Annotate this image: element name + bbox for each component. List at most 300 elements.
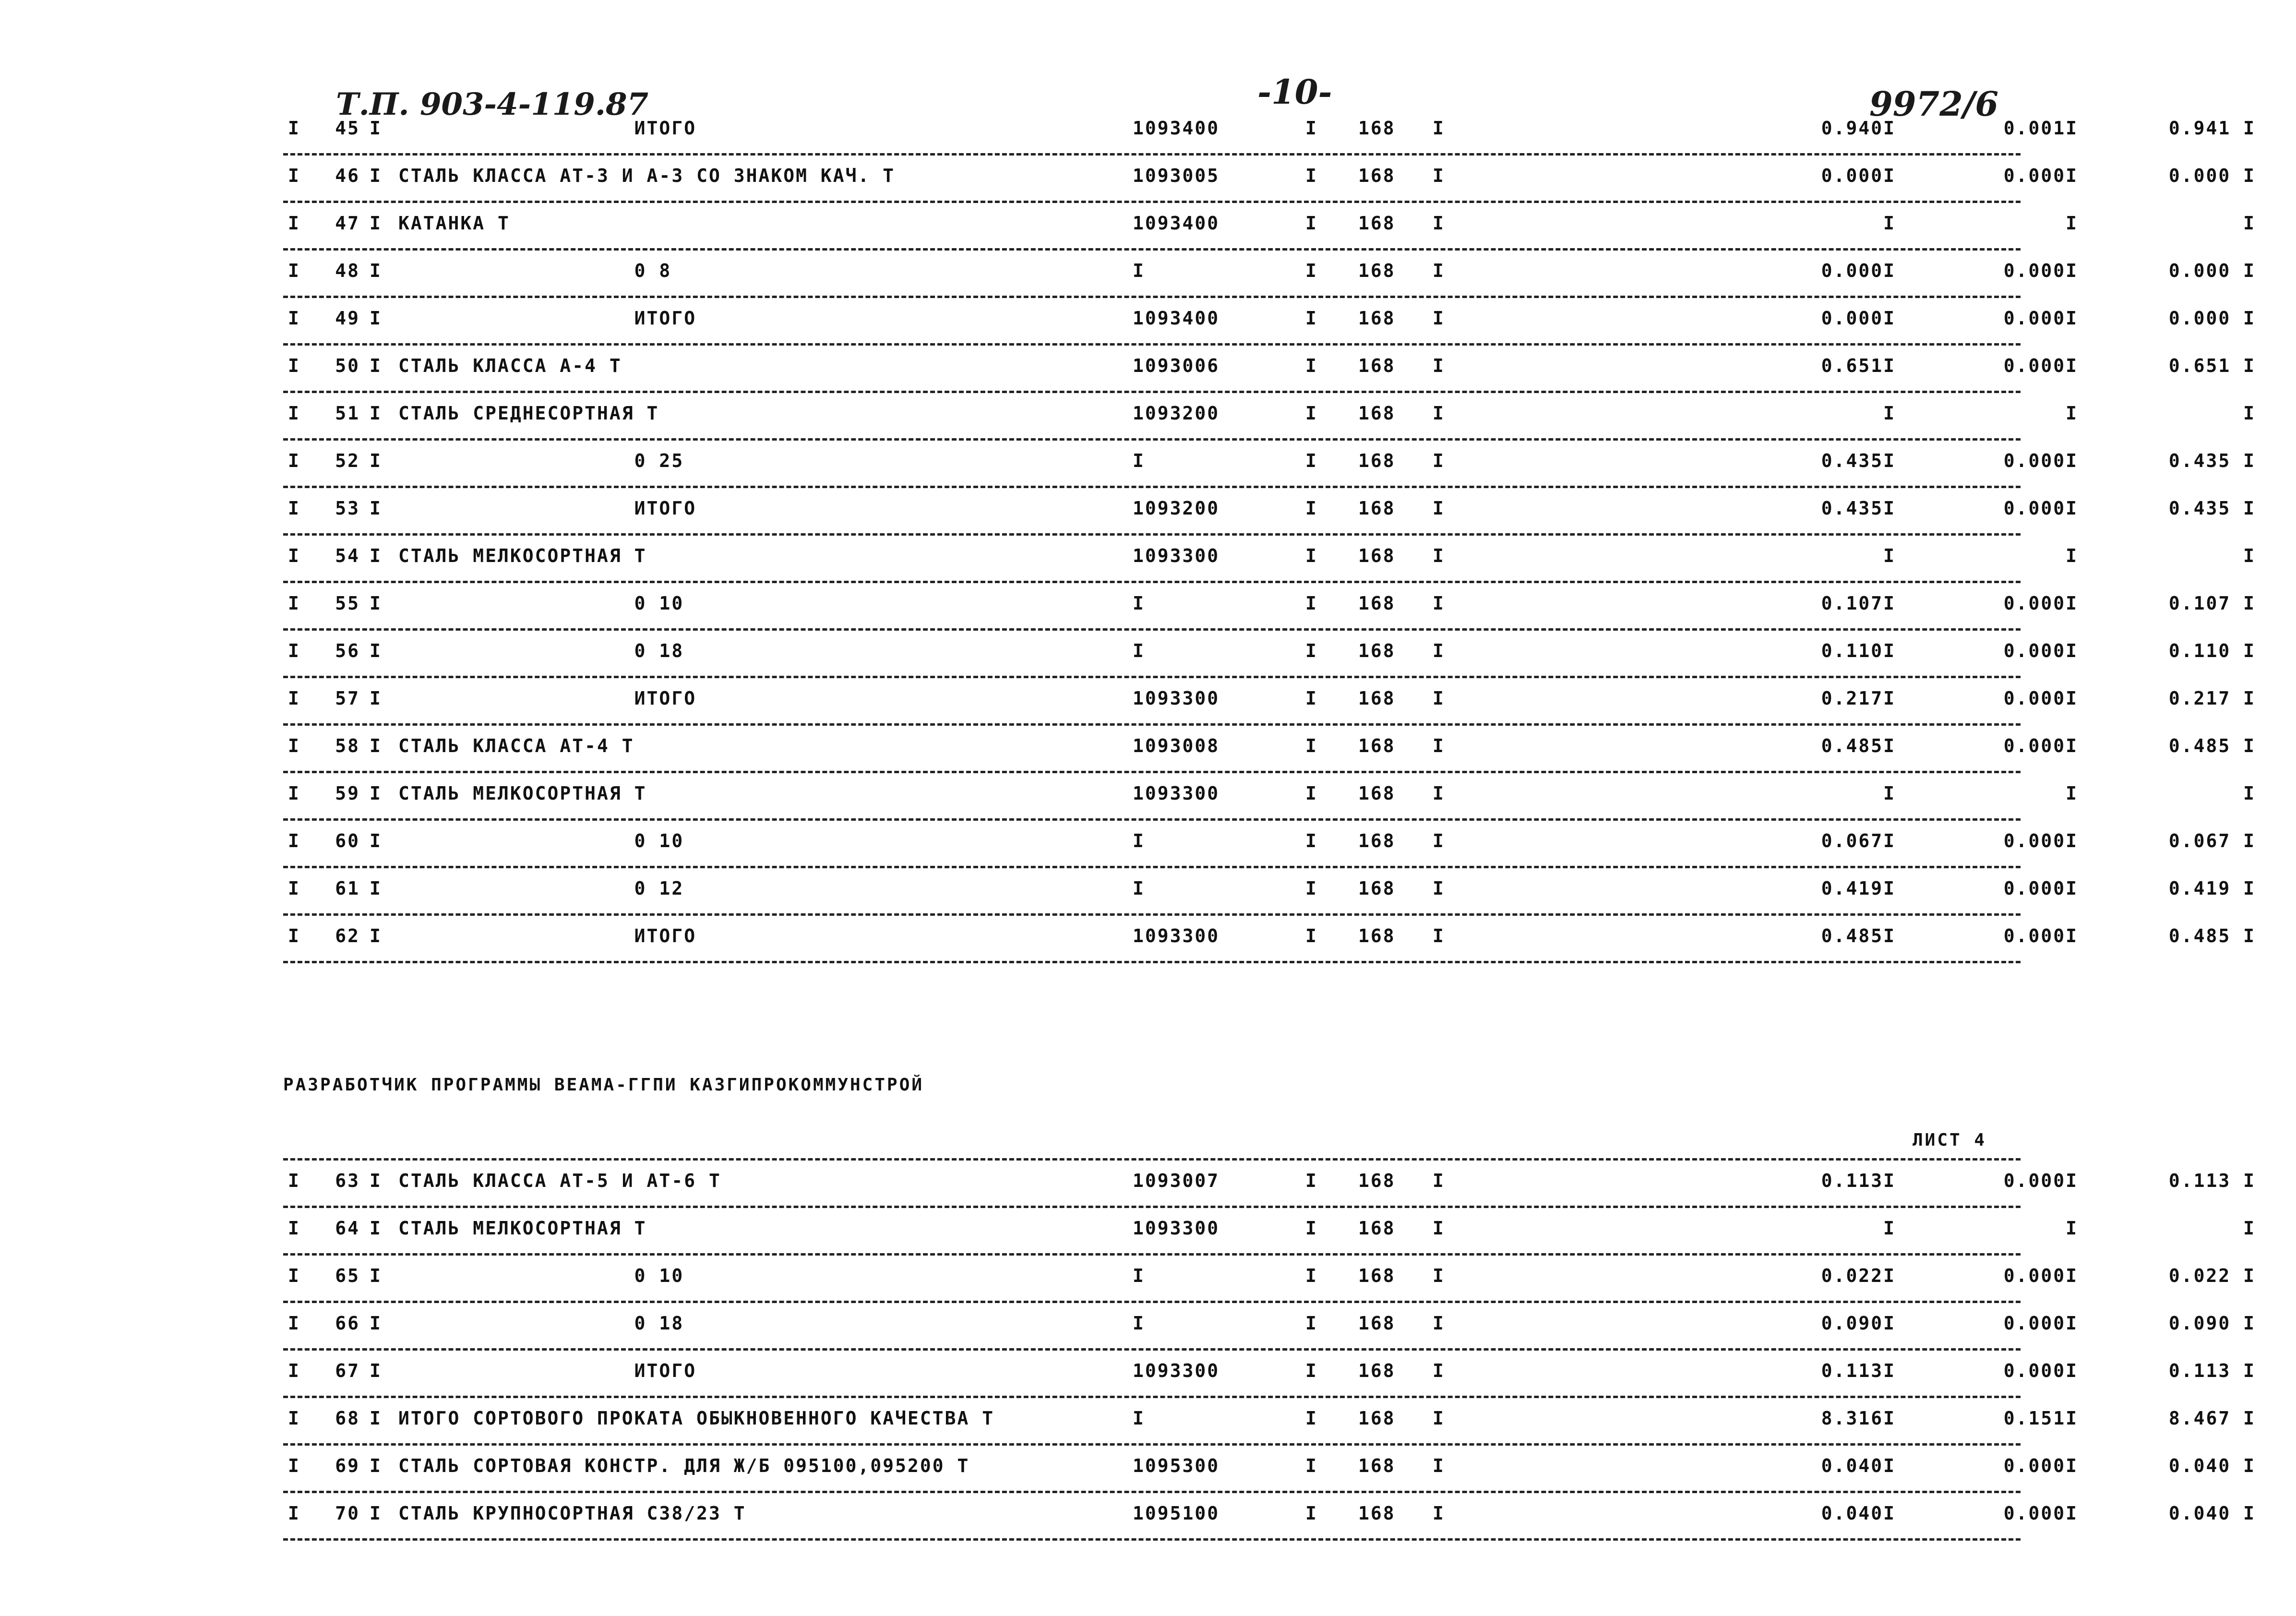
cell-v3: I xyxy=(2243,783,2256,804)
cell-v3: I xyxy=(2243,1218,2256,1239)
page-number: -10- xyxy=(1257,72,1332,112)
cell-v3: 0.113 I xyxy=(2168,1360,2256,1381)
cell-v1: I xyxy=(1883,213,1896,234)
cell-v3: 0.022 I xyxy=(2168,1265,2256,1286)
cell-code: 1093005 xyxy=(1133,165,1220,186)
table-row xyxy=(283,868,2256,916)
column-separator: I xyxy=(288,830,300,851)
cell-code: I xyxy=(1133,1265,1145,1286)
cell-code: I xyxy=(1133,640,1145,661)
cell-name: СТАЛЬ КРУПНОСОРТНАЯ С38/23 Т xyxy=(398,1503,746,1524)
table-row xyxy=(283,393,2256,441)
cell-qty: 168 xyxy=(1358,830,1396,851)
column-separator: I xyxy=(1305,1218,1318,1239)
cell-v1: 0.217I xyxy=(1821,688,1896,709)
cell-v1: 0.040I xyxy=(1821,1503,1896,1524)
cell-v1: 0.485I xyxy=(1821,925,1896,946)
column-separator: I xyxy=(370,545,382,566)
column-separator: I xyxy=(1433,498,1445,519)
cell-v3: 0.000 I xyxy=(2168,260,2256,281)
column-separator: I xyxy=(370,355,382,376)
developer-credit: РАЗРАБОТЧИК ПРОГРАММЫ ВЕАМА-ГГПИ КАЗГИПРОКОММУНСТРОЙ xyxy=(283,1075,924,1095)
cell-v2: 0.000I xyxy=(2003,260,2078,281)
cell-v1: 0.000I xyxy=(1821,165,1896,186)
column-separator: I xyxy=(288,450,300,471)
cell-v1: 0.000I xyxy=(1821,308,1896,329)
cell-name: ИТОГО СОРТОВОГО ПРОКАТА ОБЫКНОВЕННОГО КАЧЕСТВА Т xyxy=(398,1408,995,1429)
column-separator: I xyxy=(370,735,382,756)
cell-qty: 168 xyxy=(1358,688,1396,709)
cell-num: 47 xyxy=(335,213,360,234)
column-separator: I xyxy=(370,165,382,186)
cell-num: 63 xyxy=(335,1170,360,1191)
column-separator: I xyxy=(370,498,382,519)
cell-num: 59 xyxy=(335,783,360,804)
table-row xyxy=(283,1398,2256,1446)
cell-qty: 168 xyxy=(1358,498,1396,519)
cell-qty: 168 xyxy=(1358,640,1396,661)
cell-qty: 168 xyxy=(1358,1408,1396,1429)
cell-v3: 0.067 I xyxy=(2168,830,2256,851)
column-separator: I xyxy=(1305,925,1318,946)
column-separator: I xyxy=(1305,688,1318,709)
cell-v2: 0.000I xyxy=(2003,1170,2078,1191)
cell-v1: 0.940I xyxy=(1821,118,1896,139)
cell-num: 67 xyxy=(335,1360,360,1381)
cell-num: 64 xyxy=(335,1218,360,1239)
column-separator: I xyxy=(370,593,382,614)
column-separator: I xyxy=(288,1360,300,1381)
table-row xyxy=(283,916,2256,963)
column-separator: I xyxy=(1433,355,1445,376)
table-row xyxy=(283,821,2256,868)
cell-v2: 0.000I xyxy=(2003,165,2078,186)
cell-code: 1093300 xyxy=(1133,1360,1220,1381)
cell-v2: I xyxy=(2066,213,2078,234)
cell-qty: 168 xyxy=(1358,260,1396,281)
column-separator: I xyxy=(288,1170,300,1191)
cell-code: 1093200 xyxy=(1133,403,1220,424)
cell-v2: 0.000I xyxy=(2003,925,2078,946)
column-separator: I xyxy=(288,1455,300,1476)
column-separator: I xyxy=(288,1503,300,1524)
column-separator: I xyxy=(1305,830,1318,851)
cell-code: I xyxy=(1133,878,1145,899)
cell-num: 49 xyxy=(335,308,360,329)
column-separator: I xyxy=(288,260,300,281)
cell-name: 0 25 xyxy=(398,450,684,471)
cell-v1: I xyxy=(1883,545,1896,566)
cell-name: СТАЛЬ КЛАССА АТ-3 И А-3 СО ЗНАКОМ КАЧ. Т xyxy=(398,165,896,186)
column-separator: I xyxy=(1433,260,1445,281)
table-row xyxy=(283,1161,2256,1208)
cell-name: ИТОГО xyxy=(398,925,697,946)
cell-qty: 168 xyxy=(1358,1503,1396,1524)
table-row xyxy=(283,1303,2256,1351)
column-separator: I xyxy=(1305,545,1318,566)
cell-name: 0 18 xyxy=(398,640,684,661)
cell-name: СТАЛЬ МЕЛКОСОРТНАЯ Т xyxy=(398,783,647,804)
cell-code: 1093007 xyxy=(1133,1170,1220,1191)
cell-v2: 0.000I xyxy=(2003,1265,2078,1286)
sheet-reference: 9972/6 xyxy=(1869,84,1999,124)
cell-name: СТАЛЬ МЕЛКОСОРТНАЯ Т xyxy=(398,1218,647,1239)
column-separator: I xyxy=(288,1313,300,1334)
cell-v2: 0.151I xyxy=(2003,1408,2078,1429)
cell-name: ИТОГО xyxy=(398,118,697,139)
cell-code: 1093400 xyxy=(1133,308,1220,329)
column-separator: I xyxy=(1305,640,1318,661)
cell-v2: 0.000I xyxy=(2003,355,2078,376)
cell-name: КАТАНКА Т xyxy=(398,213,510,234)
cell-v2: 0.000I xyxy=(2003,688,2078,709)
cell-num: 58 xyxy=(335,735,360,756)
cell-v2: 0.000I xyxy=(2003,593,2078,614)
cell-num: 45 xyxy=(335,118,360,139)
cell-qty: 168 xyxy=(1358,593,1396,614)
cell-v3: I xyxy=(2243,545,2256,566)
cell-v2: I xyxy=(2066,545,2078,566)
cell-v2: 0.000I xyxy=(2003,830,2078,851)
table-row xyxy=(283,251,2256,298)
cell-num: 46 xyxy=(335,165,360,186)
column-separator: I xyxy=(1433,783,1445,804)
column-separator: I xyxy=(1433,403,1445,424)
cell-v2: 0.000I xyxy=(2003,450,2078,471)
column-separator: I xyxy=(1433,308,1445,329)
table-row xyxy=(283,773,2256,821)
table-row xyxy=(283,631,2256,678)
column-separator: I xyxy=(370,213,382,234)
column-separator: I xyxy=(1433,830,1445,851)
cell-v3: 0.435 I xyxy=(2168,498,2256,519)
cell-code: I xyxy=(1133,830,1145,851)
cell-code: 1093006 xyxy=(1133,355,1220,376)
cell-qty: 168 xyxy=(1358,878,1396,899)
column-separator: I xyxy=(1433,593,1445,614)
cell-v2: 0.000I xyxy=(2003,1313,2078,1334)
column-separator: I xyxy=(370,640,382,661)
cell-qty: 168 xyxy=(1358,118,1396,139)
column-separator: I xyxy=(288,545,300,566)
cell-name: 0 12 xyxy=(398,878,684,899)
cell-v3: 0.107 I xyxy=(2168,593,2256,614)
table-row xyxy=(283,1446,2256,1493)
column-separator: I xyxy=(370,925,382,946)
cell-v2: I xyxy=(2066,1218,2078,1239)
column-separator: I xyxy=(1305,260,1318,281)
cell-v3: 0.113 I xyxy=(2168,1170,2256,1191)
cell-num: 69 xyxy=(335,1455,360,1476)
cell-v1: 0.113I xyxy=(1821,1170,1896,1191)
cell-v3: 0.090 I xyxy=(2168,1313,2256,1334)
sheet-label: ЛИСТ 4 xyxy=(1913,1130,1987,1150)
cell-num: 65 xyxy=(335,1265,360,1286)
cell-name: СТАЛЬ КЛАССА АТ-5 И АТ-6 Т xyxy=(398,1170,721,1191)
table-row xyxy=(283,536,2256,583)
cell-qty: 168 xyxy=(1358,308,1396,329)
column-separator: I xyxy=(370,308,382,329)
cell-num: 68 xyxy=(335,1408,360,1429)
column-separator: I xyxy=(1433,878,1445,899)
cell-num: 55 xyxy=(335,593,360,614)
cell-num: 50 xyxy=(335,355,360,376)
cell-qty: 168 xyxy=(1358,1455,1396,1476)
cell-v1: I xyxy=(1883,1218,1896,1239)
table-row xyxy=(283,1493,2256,1541)
column-separator: I xyxy=(1305,735,1318,756)
column-separator: I xyxy=(1433,1455,1445,1476)
column-separator: I xyxy=(370,1455,382,1476)
column-separator: I xyxy=(1305,1360,1318,1381)
column-separator: I xyxy=(288,925,300,946)
cell-qty: 168 xyxy=(1358,165,1396,186)
column-separator: I xyxy=(1433,1313,1445,1334)
column-separator: I xyxy=(1433,1360,1445,1381)
column-separator: I xyxy=(370,450,382,471)
cell-name: СТАЛЬ МЕЛКОСОРТНАЯ Т xyxy=(398,545,647,566)
column-separator: I xyxy=(1305,403,1318,424)
column-separator: I xyxy=(1305,1313,1318,1334)
cell-v1: 0.000I xyxy=(1821,260,1896,281)
cell-v3: 0.419 I xyxy=(2168,878,2256,899)
column-separator: I xyxy=(1433,1170,1445,1191)
table-row xyxy=(283,441,2256,488)
cell-qty: 168 xyxy=(1358,1360,1396,1381)
cell-name: ИТОГО xyxy=(398,688,697,709)
cell-qty: 168 xyxy=(1358,783,1396,804)
cell-num: 57 xyxy=(335,688,360,709)
cell-v3: 0.941 I xyxy=(2168,118,2256,139)
column-separator: I xyxy=(288,355,300,376)
column-separator: I xyxy=(1433,450,1445,471)
column-separator: I xyxy=(1305,118,1318,139)
cell-code: 1095100 xyxy=(1133,1503,1220,1524)
table-row xyxy=(283,1208,2256,1256)
column-separator: I xyxy=(370,1360,382,1381)
cell-num: 66 xyxy=(335,1313,360,1334)
column-separator: I xyxy=(370,1170,382,1191)
column-separator: I xyxy=(288,1265,300,1286)
cell-name: ИТОГО xyxy=(398,1360,697,1381)
cell-qty: 168 xyxy=(1358,1170,1396,1191)
cell-v1: 0.419I xyxy=(1821,878,1896,899)
cell-qty: 168 xyxy=(1358,1265,1396,1286)
cell-v2: 0.000I xyxy=(2003,878,2078,899)
cell-code: 1093400 xyxy=(1133,118,1220,139)
column-separator: I xyxy=(370,783,382,804)
column-separator: I xyxy=(370,1408,382,1429)
column-separator: I xyxy=(370,1313,382,1334)
cell-v1: I xyxy=(1883,783,1896,804)
column-separator: I xyxy=(1305,1503,1318,1524)
cell-v2: 0.000I xyxy=(2003,308,2078,329)
table-row xyxy=(283,108,2256,156)
cell-v3: 0.040 I xyxy=(2168,1455,2256,1476)
cell-v1: 0.040I xyxy=(1821,1455,1896,1476)
column-separator: I xyxy=(1433,1265,1445,1286)
cell-num: 54 xyxy=(335,545,360,566)
cell-v2: 0.000I xyxy=(2003,735,2078,756)
cell-name: СТАЛЬ СОРТОВАЯ КОНСТР. ДЛЯ Ж/Б 095100,095200 Т xyxy=(398,1455,970,1476)
column-separator: I xyxy=(1433,213,1445,234)
cell-num: 70 xyxy=(335,1503,360,1524)
cell-code: 1093300 xyxy=(1133,545,1220,566)
column-separator: I xyxy=(370,688,382,709)
column-separator: I xyxy=(288,783,300,804)
column-separator: I xyxy=(1305,593,1318,614)
table-row xyxy=(283,1256,2256,1303)
column-separator: I xyxy=(1305,450,1318,471)
column-separator: I xyxy=(1433,118,1445,139)
cell-v1: 0.651I xyxy=(1821,355,1896,376)
cell-code: I xyxy=(1133,260,1145,281)
cell-name: СТАЛЬ КЛАССА АТ-4 Т xyxy=(398,735,634,756)
cell-name: ИТОГО xyxy=(398,308,697,329)
cell-qty: 168 xyxy=(1358,735,1396,756)
cell-qty: 168 xyxy=(1358,450,1396,471)
column-separator: I xyxy=(288,403,300,424)
cell-v1: 8.316I xyxy=(1821,1408,1896,1429)
cell-v1: 0.107I xyxy=(1821,593,1896,614)
cell-code: 1093008 xyxy=(1133,735,1220,756)
cell-num: 48 xyxy=(335,260,360,281)
column-separator: I xyxy=(288,498,300,519)
column-separator: I xyxy=(288,213,300,234)
column-separator: I xyxy=(1433,640,1445,661)
cell-qty: 168 xyxy=(1358,355,1396,376)
cell-qty: 168 xyxy=(1358,925,1396,946)
cell-v3: 0.485 I xyxy=(2168,925,2256,946)
cell-v2: I xyxy=(2066,783,2078,804)
column-separator: I xyxy=(370,260,382,281)
table-row xyxy=(283,203,2256,251)
column-separator: I xyxy=(1433,165,1445,186)
column-separator: I xyxy=(288,688,300,709)
column-separator: I xyxy=(1433,688,1445,709)
column-separator: I xyxy=(1305,213,1318,234)
cell-v1: 0.090I xyxy=(1821,1313,1896,1334)
cell-v1: I xyxy=(1883,403,1896,424)
cell-code: 1093300 xyxy=(1133,925,1220,946)
column-separator: I xyxy=(370,878,382,899)
cell-code: 1093200 xyxy=(1133,498,1220,519)
cell-num: 52 xyxy=(335,450,360,471)
column-separator: I xyxy=(288,1408,300,1429)
column-separator: I xyxy=(1433,1408,1445,1429)
cell-qty: 168 xyxy=(1358,1313,1396,1334)
cell-v2: 0.000I xyxy=(2003,1503,2078,1524)
cell-v1: 0.435I xyxy=(1821,498,1896,519)
column-separator: I xyxy=(288,640,300,661)
column-separator: I xyxy=(288,878,300,899)
table-row xyxy=(283,488,2256,536)
column-separator: I xyxy=(288,165,300,186)
column-separator: I xyxy=(1305,498,1318,519)
cell-name: СТАЛЬ КЛАССА А-4 Т xyxy=(398,355,622,376)
table-row xyxy=(283,298,2256,346)
materials-table-bottom xyxy=(283,1161,2256,1541)
cell-code: I xyxy=(1133,593,1145,614)
document-stamp: Т.П. 903-4-119.87 xyxy=(336,86,649,122)
table-row xyxy=(283,583,2256,631)
cell-code: 1093300 xyxy=(1133,1218,1220,1239)
cell-code: 1093300 xyxy=(1133,688,1220,709)
cell-code: I xyxy=(1133,450,1145,471)
cell-v3: I xyxy=(2243,213,2256,234)
cell-code: 1093300 xyxy=(1133,783,1220,804)
cell-num: 53 xyxy=(335,498,360,519)
cell-num: 62 xyxy=(335,925,360,946)
cell-v2: 0.001I xyxy=(2003,118,2078,139)
cell-v1: 0.110I xyxy=(1821,640,1896,661)
cell-v3: 0.040 I xyxy=(2168,1503,2256,1524)
column-separator: I xyxy=(370,830,382,851)
column-separator: I xyxy=(1305,1170,1318,1191)
table-row xyxy=(283,726,2256,773)
cell-num: 56 xyxy=(335,640,360,661)
column-separator: I xyxy=(288,593,300,614)
cell-v2: 0.000I xyxy=(2003,1360,2078,1381)
column-separator: I xyxy=(288,308,300,329)
column-separator: I xyxy=(1433,1503,1445,1524)
table-row xyxy=(283,346,2256,393)
table-row xyxy=(283,156,2256,203)
cell-v1: 0.067I xyxy=(1821,830,1896,851)
cell-qty: 168 xyxy=(1358,1218,1396,1239)
table-row xyxy=(283,678,2256,726)
cell-v3: 8.467 I xyxy=(2168,1408,2256,1429)
cell-num: 51 xyxy=(335,403,360,424)
cell-name: 0 10 xyxy=(398,1265,684,1286)
cell-v1: 0.113I xyxy=(1821,1360,1896,1381)
cell-v1: 0.022I xyxy=(1821,1265,1896,1286)
cell-qty: 168 xyxy=(1358,403,1396,424)
column-separator: I xyxy=(370,1265,382,1286)
column-separator: I xyxy=(1305,783,1318,804)
cell-code: 1095300 xyxy=(1133,1455,1220,1476)
cell-code: I xyxy=(1133,1408,1145,1429)
cell-v2: I xyxy=(2066,403,2078,424)
column-separator: I xyxy=(1305,878,1318,899)
cell-v3: 0.435 I xyxy=(2168,450,2256,471)
column-separator: I xyxy=(1305,1455,1318,1476)
column-separator: I xyxy=(288,118,300,139)
cell-v3: 0.217 I xyxy=(2168,688,2256,709)
column-separator: I xyxy=(1305,1408,1318,1429)
cell-v3: I xyxy=(2243,403,2256,424)
column-separator: I xyxy=(370,1503,382,1524)
column-separator: I xyxy=(1305,165,1318,186)
cell-num: 61 xyxy=(335,878,360,899)
cell-name: 0 10 xyxy=(398,593,684,614)
materials-table-top xyxy=(283,108,2256,963)
cell-name: ИТОГО xyxy=(398,498,697,519)
cell-name: 0 8 xyxy=(398,260,672,281)
cell-name: 0 10 xyxy=(398,830,684,851)
cell-num: 60 xyxy=(335,830,360,851)
column-separator: I xyxy=(1305,355,1318,376)
cell-v1: 0.485I xyxy=(1821,735,1896,756)
column-separator: I xyxy=(370,1218,382,1239)
column-separator: I xyxy=(1305,308,1318,329)
column-separator: I xyxy=(288,735,300,756)
column-separator: I xyxy=(1433,545,1445,566)
cell-v2: 0.000I xyxy=(2003,498,2078,519)
column-separator: I xyxy=(1433,925,1445,946)
cell-v2: 0.000I xyxy=(2003,1455,2078,1476)
cell-v2: 0.000I xyxy=(2003,640,2078,661)
